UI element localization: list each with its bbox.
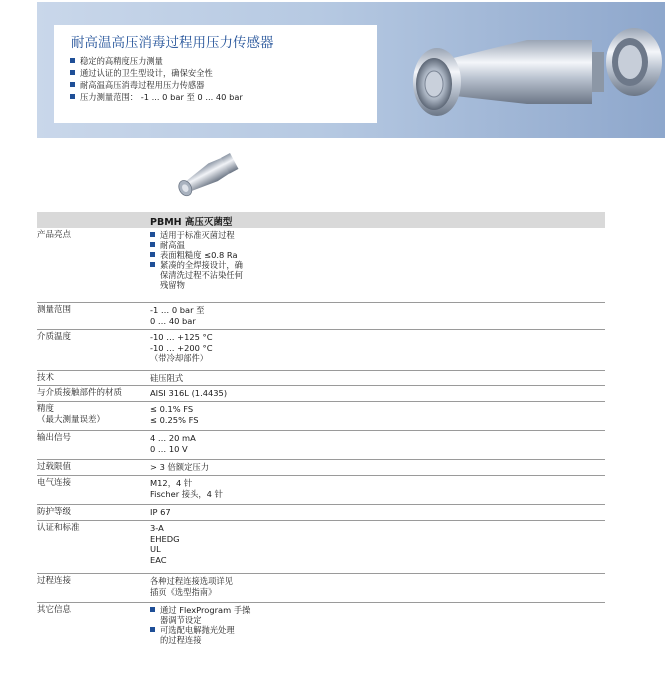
table-row [37,371,605,386]
row-value: AISI 316L (1.4435) [150,388,228,398]
table-row [37,505,605,521]
row-value: 4 … 20 mA 0 … 10 V [150,433,196,454]
banner-bullet: 耐高温高压消毒过程用压力传感器 [70,79,243,91]
row-label: 产品亮点 [37,230,72,240]
table-row [37,303,605,330]
table-row [37,386,605,402]
row-label: 过载限值 [37,462,72,472]
table-row [37,330,605,371]
banner-feature-list [70,55,243,103]
square-bullet-icon [70,58,75,63]
row-value: M12，4 针 Fischer 接头，4 针 [150,478,223,499]
row-label: 技术 [37,373,55,383]
row-label: 介质温度 [37,332,72,342]
list-item: 适用于标准灭菌过程 [150,230,243,240]
list-item: 表面粗糙度 ≤0.8 Ra [150,250,243,260]
table-row [37,431,605,460]
table-row [37,460,605,476]
square-bullet-icon [150,232,155,237]
row-value [150,230,243,290]
row-value: > 3 倍额定压力 [150,462,209,472]
table-row [37,476,605,505]
row-label: 与介质接触部件的材质 [37,388,123,398]
square-bullet-icon [70,94,75,99]
square-bullet-icon [150,607,155,612]
banner-bullet: 通过认证的卫生型设计，确保安全性 [70,67,243,79]
row-label: 其它信息 [37,605,72,615]
square-bullet-icon [70,82,75,87]
row-label: 输出信号 [37,433,72,443]
row-value [150,605,250,645]
pbmh-product-image [170,150,250,200]
feature-list [150,605,250,645]
feature-list [150,230,243,290]
row-value: -10 … +125 °C -10 … +200 °C （带冷却部件） [150,332,213,363]
row-label: 电气连接 [37,478,72,488]
list-item: 可选配电解抛光处理 的过程连接 [150,625,250,645]
row-label: 防护等级 [37,507,72,517]
list-item: 通过 FlexProgram 手操 器调节设定 [150,605,250,625]
row-value: 硅压阻式 [150,373,184,383]
table-row [37,603,605,651]
table-row [37,228,605,303]
table-row [37,402,605,431]
banner-bullet: 压力测量范围： -1 ... 0 bar 至 0 ... 40 bar [70,91,243,103]
square-bullet-icon [70,70,75,75]
pressure-sensor-photo [377,2,665,138]
square-bullet-icon [150,242,155,247]
table-header [37,212,605,228]
table-row [37,574,605,603]
banner-textbox [54,25,377,123]
header-banner [37,2,665,138]
square-bullet-icon [150,262,155,267]
row-value: IP 67 [150,507,171,517]
row-value: 各种过程连接选项详见 插页《选型指南》 [150,576,233,597]
table-row [37,521,605,574]
row-value: ≤ 0.1% FS ≤ 0.25% FS [150,404,199,425]
square-bullet-icon [150,252,155,257]
spec-table [37,212,605,651]
row-label: 过程连接 [37,576,72,586]
list-item: 紧凑的全焊接设计，确 保清洗过程不沾染任何 残留物 [150,260,243,290]
square-bullet-icon [150,627,155,632]
row-label: 测量范围 [37,305,72,315]
banner-bullet: 稳定的高精度压力测量 [70,55,243,67]
row-value: 3-A EHEDG UL EAC [150,523,180,565]
row-label: 精度 （最大测量误差） [37,404,106,425]
banner-title: 耐高温高压消毒过程用压力传感器 [71,35,274,51]
table-header-title: PBMH 高压灭菌型 [150,217,233,228]
list-item: 耐高温 [150,240,243,250]
row-label: 认证和标准 [37,523,80,533]
row-value: -1 … 0 bar 至 0 … 40 bar [150,305,205,326]
